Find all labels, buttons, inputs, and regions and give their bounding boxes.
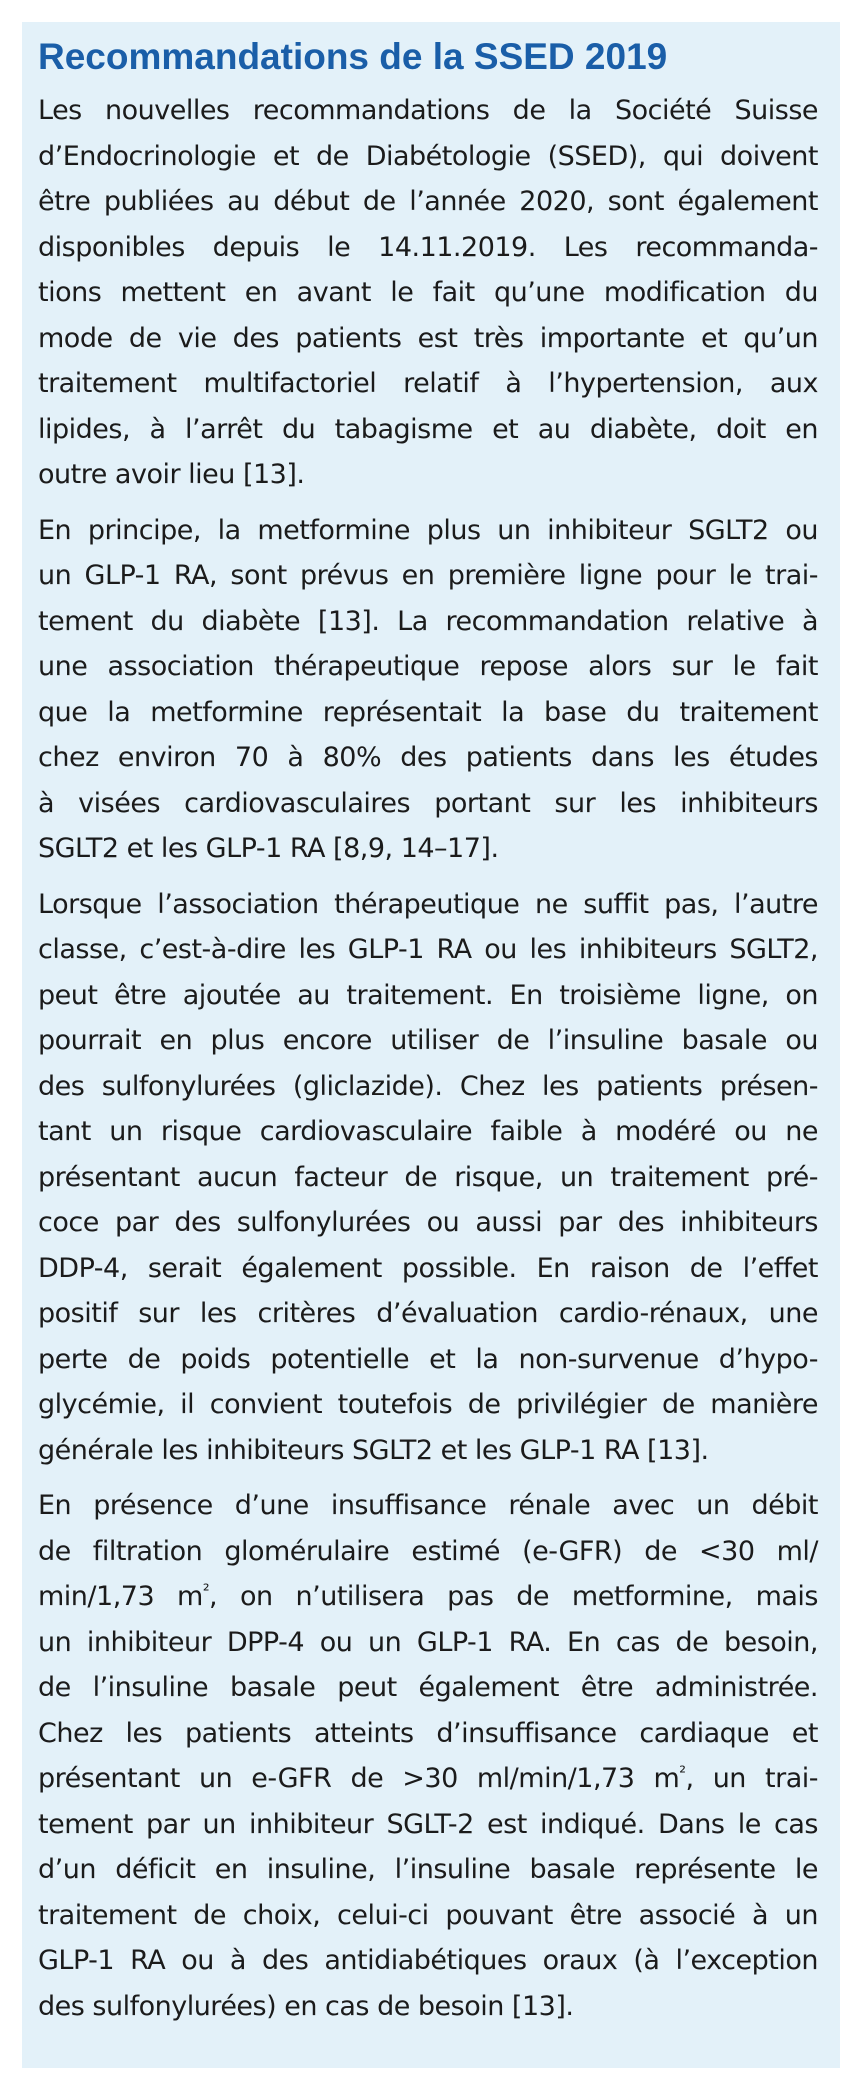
text-line: à visées cardiovasculaires portant sur les inhibiteurs [38, 787, 818, 819]
text-line: min/1,73 $m^{^2}$, on n’utilisera pas de metformine, mais [38, 1579, 819, 1612]
text-line: lipides, à l’arrêt du tabagisme et au diabète, doit en [38, 413, 818, 445]
text-line: que la metformine représentait la base du traitement [38, 696, 818, 728]
text-line: d’Endocrinologie et de Diabétologie (SSED), qui doivent [38, 140, 818, 172]
text-line: un GLP-1 RA, sont prévus en première ligne pour le trai- [38, 560, 818, 591]
text-line: disponibles depuis le 14.11.2019. Les recommanda- [38, 231, 818, 263]
text-line: une association thérapeutique repose alors sur le fait [38, 651, 818, 682]
text-line: peut être ajoutée au traitement. En troisième ligne, on [38, 979, 818, 1011]
text-line: tions mettent en avant le fait qu’une modification du [38, 277, 818, 308]
text-line: En présence d’une insuffisance rénale avec un débit [38, 1490, 818, 1521]
info-box [22, 22, 840, 2068]
text-line: traitement multifactoriel relatif à l’hypertension, aux [38, 368, 818, 399]
text-line: d’un déficit en insuline, l’insuline basale représente le [38, 1854, 818, 1885]
text-line: présentant aucun facteur de risque, un traitement pré- [38, 1161, 818, 1193]
text-line: GLP-1 RA ou à des antidiabétiques oraux (à l’exception [38, 1945, 818, 1976]
text-line: chez environ 70 à 80% des patients dans les études [38, 742, 818, 773]
text-line: de filtration glomérulaire estimé (e-GFR) de <30 ml/ [38, 1535, 818, 1567]
text-line: pourrait en plus encore utiliser de l’insuline basale ou [38, 1025, 818, 1056]
text-line: traitement de choix, celui-ci pouvant être associé à un [38, 1899, 818, 1931]
text-line: présentant un e-GFR de >30 ml/min/1,73 $m^{^2}$, un trai- [38, 1761, 818, 1794]
text-line: des sulfonylurées (gliclazide). Chez les patients présen- [38, 1070, 818, 1102]
box-title: Recommandations de la SSED 2019 [38, 36, 668, 77]
text-line: tement par un inhibiteur SGLT-2 est indiqué. Dans le cas [38, 1808, 818, 1840]
text-line: être publiées au début de l’année 2020, sont également [38, 186, 818, 217]
paragraph-3 [38, 882, 818, 1474]
superscript-two: ² [202, 1579, 210, 1600]
text-line: positif sur les critères d’évaluation cardio-rénaux, une [38, 1298, 818, 1329]
text-line: Chez les patients atteints d’insuffisance cardiaque et [38, 1717, 818, 1749]
text-line: classe, c’est-à-dire les GLP-1 RA ou les inhibiteurs SGLT2, [38, 934, 818, 965]
text-line: SGLT2 et les GLP-1 RA [8,9, 14–17]. [38, 833, 499, 864]
text-line: glycémie, il convient toutefois de privilégier de manière [38, 1389, 818, 1420]
text-line: perte de poids potentielle et la non-survenue d’hypo- [38, 1343, 818, 1375]
text-line: En principe, la metformine plus un inhibiteur SGLT2 ou [38, 514, 818, 546]
superscript-two: ² [679, 1761, 686, 1782]
text-line: tant un risque cardiovasculaire faible à modéré ou ne [38, 1116, 818, 1147]
text-line: tement du diabète [13]. La recommandation relative à [38, 605, 818, 637]
paragraph-4 [38, 1483, 818, 2029]
text-line: outre avoir lieu [13]. [38, 459, 305, 490]
text-line: Lorsque l’association thérapeutique ne suffit pas, l’autre [38, 888, 818, 920]
text-line: des sulfonylurées) en cas de besoin [13]. [38, 1990, 574, 2022]
text-line: de l’insuline basale peut également être administrée. [38, 1672, 818, 1703]
text-line: DDP-4, serait également possible. En raison de l’effet [38, 1252, 818, 1284]
text-line: mode de vie des patients est très importante et qu’un [38, 322, 818, 354]
paragraph-2 [38, 508, 818, 872]
text-line: Les nouvelles recommandations de la Société Suisse [38, 95, 818, 126]
paragraph-1 [38, 88, 818, 498]
text-line: générale les inhibiteurs SGLT2 et les GLP-1 RA [13]. [38, 1434, 709, 1466]
text-line: coce par des sulfonylurées ou aussi par des inhibiteurs [38, 1207, 818, 1238]
text-line: un inhibiteur DPP-4 ou un GLP-1 RA. En cas de besoin, [38, 1626, 818, 1658]
